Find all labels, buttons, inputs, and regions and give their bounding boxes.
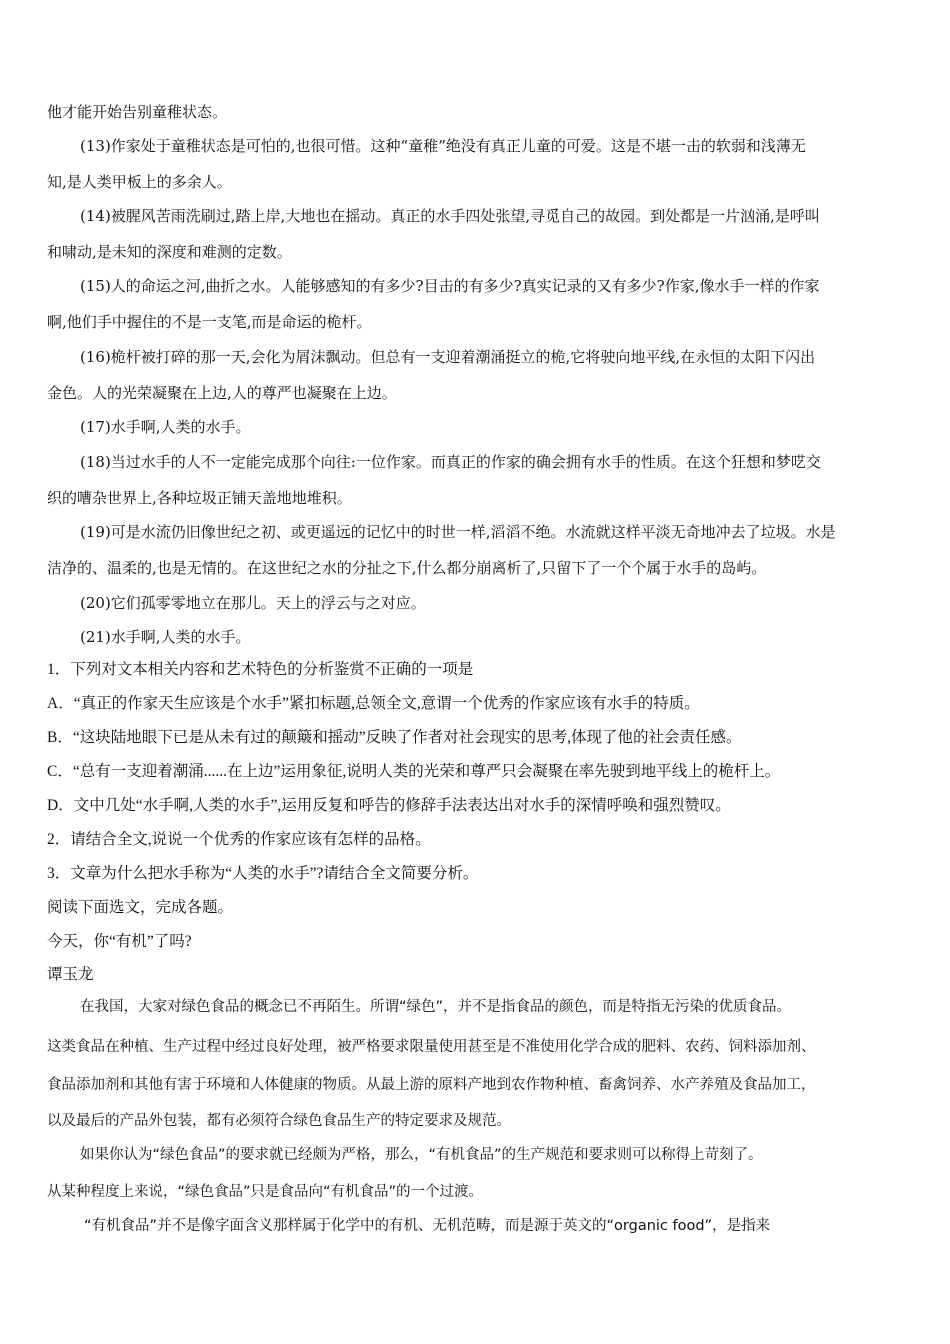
question-3: 3．文章为什么把水手称为“人类的水手”?请结合全文简要分析。 [47, 865, 479, 882]
article-title: 今天，你“有机”了吗? [47, 933, 192, 950]
option-c: C．“总有一支迎着潮涌......在上边”运用象征,说明人类的光荣和尊严只会凝聚在率先驶到地平线上的桅杆上。 [47, 763, 781, 780]
question-1: 1．下列对文本相关内容和艺术特色的分析鉴赏不正确的一项是 [47, 661, 474, 678]
article-line: 从某种程度上来说，“绿色食品”只是食品向“有机食品”的一个过渡。 [47, 1184, 484, 1200]
paragraph-16: (16)桅杆被打碎的那一天,会化为屑沫飘动。但总有一支迎着潮涌挺立的桅,它将驶向地平线,在永恒的太阳下闪出 [80, 348, 816, 366]
paragraph-17: (17)水手啊,人类的水手。 [80, 418, 251, 436]
reading-instruction: 阅读下面选文，完成各题。 [47, 899, 234, 916]
option-b: B．“这块陆地眼下已是从未有过的颠簸和摇动”反映了作者对社会现实的思考,体现了他的社会责任感。 [47, 729, 742, 746]
article-paragraph-2: 如果你认为“绿色食品”的要求就已经颇为严格，那么，“有机食品”的生产规范和要求则可以称得上苛刻了。 [80, 1147, 763, 1163]
article-line: 食品添加剂和其他有害于环境和人体健康的物质。从最上游的原料产地到农作物种植、畜禽饲养、水产养殖及食品加工， [47, 1077, 816, 1093]
question-2: 2．请结合全文,说说一个优秀的作家应该有怎样的品格。 [47, 831, 431, 848]
article-paragraph-3: “有机食品”并不是像字面含义那样属于化学中的有机、无机范畴，而是源于英文的“organic food”，是指来 [84, 1218, 771, 1234]
paragraph-15: (15)人的命运之河,曲折之水。人能够感知的有多少?目击的有多少?真实记录的又有多少?作家,像水手一样的作家 [80, 277, 820, 295]
paragraph-20: (20)它们孤零零地立在那儿。天上的浮云与之对应。 [80, 594, 426, 612]
paragraph-13: (13)作家处于童稚状态是可怕的,也很可惜。这种“童稚”绝没有真正儿童的可爱。这是不堪一击的软弱和浅薄无 [80, 137, 806, 155]
passage1-line: 金色。人的光荣凝聚在上边,人的尊严也凝聚在上边。 [47, 384, 397, 402]
paragraph-21: (21)水手啊,人类的水手。 [80, 628, 251, 646]
paragraph-19: (19)可是水流仍旧像世纪之初、或更遥远的记忆中的时世一样,滔滔不绝。水流就这样平淡无奇地冲去了垃圾。水是 [80, 523, 836, 541]
passage1-line: 和啸动,是未知的深度和难测的定数。 [47, 243, 292, 261]
option-d: D．文中几处“水手啊,人类的水手”,运用反复和呼告的修辞手法表达出对水手的深情呼唤和强烈赞叹。 [47, 797, 731, 814]
passage1-line: 他才能开始告别童稚状态。 [47, 103, 228, 121]
passage1-line: 洁净的、温柔的,也是无情的。在这世纪之水的分扯之下,什么都分崩离析了,只留下了一个个属于水手的岛屿。 [47, 559, 767, 577]
passage1-line: 知,是人类甲板上的多余人。 [47, 173, 232, 191]
article-line: 这类食品在种植、生产过程中经过良好处理，被严格要求限量使用甚至是不准使用化学合成的肥料、农药、饲料添加剂、 [47, 1039, 816, 1055]
passage1-line: 织的嘈杂世界上,各种垃圾正铺天盖地地堆积。 [47, 489, 352, 507]
passage1-line: 啊,他们手中握住的不是一支笔,而是命运的桅杆。 [47, 313, 372, 331]
option-a: A．“真正的作家天生应该是个水手”紧扣标题,总领全文,意谓一个优秀的作家应该有水手的特质。 [47, 695, 700, 712]
article-paragraph-1: 在我国，大家对绿色食品的概念已不再陌生。所谓“绿色”，并不是指食品的颜色，而是特指无污染的优质食品。 [80, 999, 792, 1015]
paragraph-18: (18)当过水手的人不一定能完成那个向往:一位作家。而真正的作家的确会拥有水手的性质。在这个狂想和梦呓交 [80, 453, 821, 471]
article-line: 以及最后的产品外包装，都有必须符合绿色食品生产的特定要求及规范。 [47, 1113, 511, 1129]
article-author: 谭玉龙 [47, 966, 94, 983]
paragraph-14: (14)被腥风苦雨洗刷过,踏上岸,大地也在摇动。真正的水手四处张望,寻觅自己的故园。到处都是一片汹涌,是呼叫 [80, 207, 820, 225]
